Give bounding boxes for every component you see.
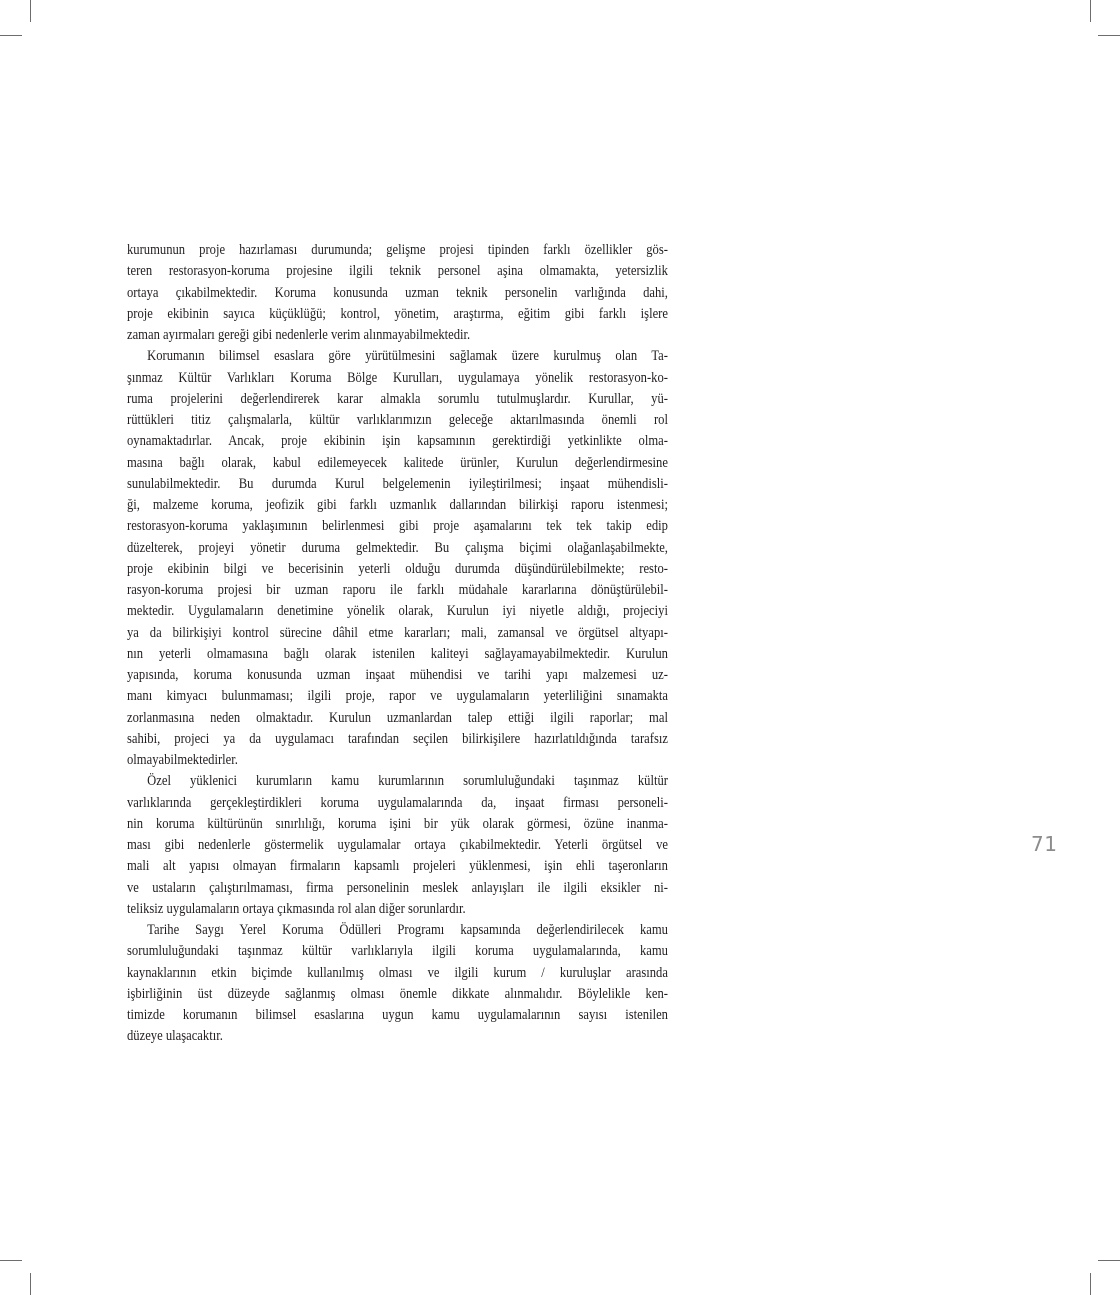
text-line: varlıklarında gerçekleştirdikleri koruma uygulamalarında da, inşaat firması personeli-: [127, 794, 668, 811]
crop-mark: [30, 0, 31, 22]
text-line: düzeye ulaşacaktır.: [127, 1028, 223, 1045]
text-line: nın yeterli olmamasına bağlı olarak istenilen kaliteyi sağlayamayabilmektedir. Kurulun: [127, 645, 668, 662]
text-line: proje ekibinin bilgi ve becerisinin yeterli olduğu durumda düşündürülebilmekte; resto-: [127, 560, 668, 577]
crop-mark: [1090, 0, 1091, 22]
crop-mark: [1098, 1260, 1120, 1261]
text-line: işbirliğinin üst düzeyde sağlanmış olması önemle dikkate alınmalıdır. Böylelikle ken-: [127, 985, 668, 1002]
text-line: yapısında, koruma konusunda uzman inşaat mühendisi ve tarihi yapı malzemesi uz-: [127, 667, 668, 683]
text-line: teren restorasyon-koruma projesine ilgili teknik personel aşina olmamakta, yetersizlik: [127, 263, 668, 280]
paragraph: [127, 920, 668, 1048]
text-line: manı kimyacı bulunmaması; ilgili proje, rapor ve uygulamaların yeterliliğini sınamakta: [127, 688, 668, 705]
text-line: zorlanmasına neden olmaktadır. Kurulun uzmanlardan talep ettiği ilgili raporlar; mal: [127, 709, 668, 726]
text-line: Korumanın bilimsel esaslara göre yürütülmesini sağlamak üzere kurulmuş olan Ta-: [147, 348, 668, 365]
text-line: Tarihe Saygı Yerel Koruma Ödülleri Programı kapsamında değerlendirilecek kamu: [147, 922, 668, 938]
text-line: timizde korumanın bilimsel esaslarına uygun kamu uygulamalarının sayısı istenilen: [127, 1007, 668, 1023]
text-line: sahibi, projeci ya da uygulamacı tarafından seçilen bilirkişilere hazırlatıldığında tarafsız: [127, 730, 668, 747]
text-line: şınmaz Kültür Varlıkları Koruma Bölge Kurulları, uygulamaya yönelik restorasyon-ko-: [127, 369, 668, 386]
body-text: [127, 240, 668, 1048]
text-line: sunulabilmektedir. Bu durumda Kurul belgelemenin iyileştirilmesi; inşaat mühendisli-: [127, 475, 668, 492]
page-number: 71: [1031, 832, 1058, 856]
paragraph: [127, 346, 668, 771]
text-line: ği, malzeme koruma, jeofizik gibi farklı uzmanlık dallarından bilirkişi raporu istenmesi;: [127, 497, 668, 513]
text-line: mektedir. Uygulamaların denetimine yönelik olarak, Kurulun iyi niyetle aldığı, projeciyi: [127, 603, 668, 620]
text-line: zaman ayırmaları gereği gibi nedenlerle verim alınmayabilmektedir.: [127, 327, 471, 343]
text-line: ortaya çıkabilmektedir. Koruma konusunda uzman teknik personelin varlığında dahi,: [127, 284, 668, 301]
paragraph: [127, 771, 668, 920]
text-line: ve ustaların çalıştırılmaması, firma personelinin meslek anlayışları ile ilgili eksikler ni-: [127, 879, 668, 896]
text-line: rasyon-koruma projesi bir uzman raporu ile farklı müdahale kararlarına dönüştürülebil-: [127, 582, 668, 598]
text-line: olmayabilmektedirler.: [127, 752, 238, 768]
paragraph: [127, 240, 668, 346]
text-line: proje ekibinin sayıca küçüklüğü; kontrol, yönetim, araştırma, eğitim gibi farklı işlere: [127, 305, 668, 322]
text-line: kaynaklarının etkin biçimde kullanılmış olması ve ilgili kurum / kuruluşlar arasında: [127, 964, 668, 981]
text-line: düzelterek, projeyi yönetir duruma gelmektedir. Bu çalışma biçimi olağanlaşabilmekte,: [127, 539, 668, 556]
text-line: restorasyon-koruma yaklaşımının belirlenmesi gibi proje aşamalarını tek tek takip edip: [127, 518, 668, 535]
crop-mark: [0, 35, 22, 36]
crop-mark: [30, 1273, 31, 1295]
text-line: sorumluluğundaki taşınmaz kültür varlıklarıyla ilgili koruma uygulamalarında, kamu: [127, 943, 668, 960]
text-line: oynamaktadırlar. Ancak, proje ekibinin işin kapsamının gerektirdiği yetkinlikte olma-: [127, 433, 668, 450]
text-line: nin koruma kültürünün sınırlılığı, koruma işini bir yük olarak görmesi, özüne inanma-: [127, 815, 668, 832]
text-line: masına bağlı olarak, kabul edilemeyecek kalitede ürünler, Kurulun değerlendirmesine: [127, 454, 668, 471]
text-line: teliksiz uygulamaların ortaya çıkmasında rol alan diğer sorunlardır.: [127, 900, 466, 917]
crop-mark: [0, 1260, 22, 1261]
text-line: Özel yüklenici kurumların kamu kurumlarının sorumluluğundaki taşınmaz kültür: [147, 773, 668, 790]
text-line: ya da bilirkişiyi kontrol sürecine dâhil etme kararları; mali, zamansal ve örgütsel altyapı-: [127, 624, 668, 641]
text-line: ması gibi nedenlerle göstermelik uygulamalar ortaya çıkabilmektedir. Yeterli örgütsel ve: [127, 837, 668, 853]
crop-mark: [1090, 1273, 1091, 1295]
text-line: rüttükleri titiz çalışmalarla, kültür varlıklarımızın geleceğe aktarılmasında önemli rol: [127, 412, 668, 428]
text-line: ruma projelerini değerlendirerek karar almakla sorumlu tutulmuşlardır. Kurullar, yü-: [127, 390, 668, 407]
text-line: mali alt yapısı olmayan firmaların kapsamlı projeleri yüklenmesi, işin ehli taşeronların: [127, 858, 668, 875]
text-line: kurumunun proje hazırlaması durumunda; gelişme projesi tipinden farklı özellikler gös-: [127, 242, 668, 258]
crop-mark: [1098, 35, 1120, 36]
